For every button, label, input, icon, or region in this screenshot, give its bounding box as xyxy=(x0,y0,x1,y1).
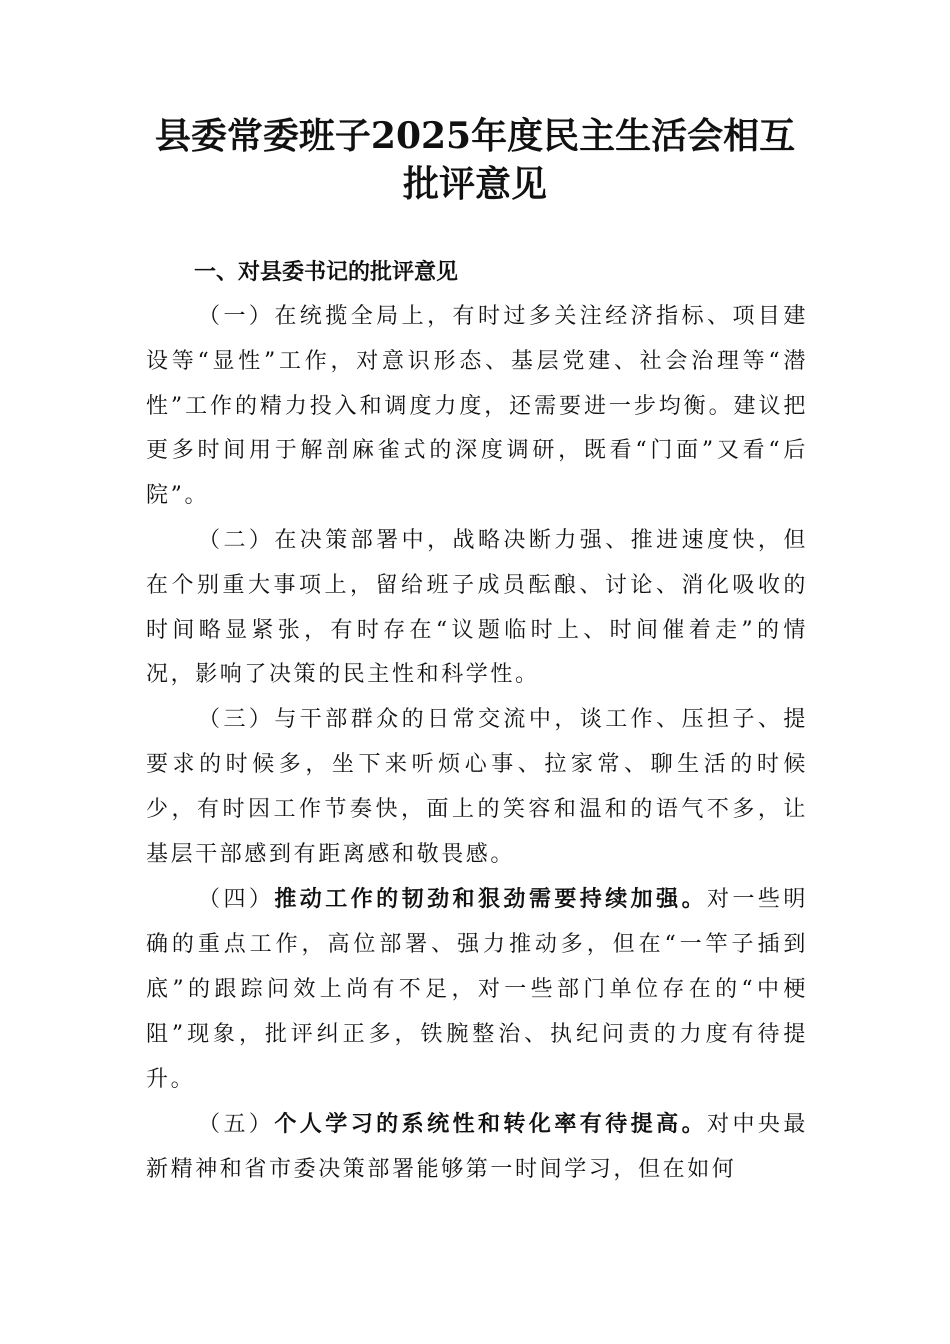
paragraph-3 xyxy=(146,698,808,877)
section-heading: 一、对县委书记的批评意见 xyxy=(194,260,459,285)
paragraph-label: （一） xyxy=(198,304,275,329)
paragraph-label: （五） xyxy=(198,1112,275,1138)
paragraph-text: 对一些明确的重点工作，高位部署、强力推动多，但在“一竿子插到底”的跟踪问效上尚有不足，对一些部门单位存在的“中梗阻”现象，批评纠正多，铁腕整治、执纪问责的力度有待提升。 xyxy=(146,887,808,1092)
paragraph-text: 在决策部署中，战略决断力强、推进速度快，但在个别重大事项上，留给班子成员酝酿、讨论、消化吸收的时间略显紧张，有时存在“议题临时上、时间催着走”的情况，影响了决策的民主性和科学性。 xyxy=(146,527,808,688)
paragraph-4 xyxy=(146,877,808,1102)
paragraph-text: 与干部群众的日常交流中，谈工作、压担子、提要求的时候多，坐下来听烦心事、拉家常、聊生活的时候少，有时因工作节奏快，面上的笑容和温和的语气不多，让基层干部感到有距离感和敬畏感。 xyxy=(146,707,808,867)
paragraph-lead: 个人学习的系统性和转化率有待提高。 xyxy=(274,1111,708,1138)
paragraph-text: 在统揽全局上，有时过多关注经济指标、项目建设等“显性”工作，对意识形态、基层党建、社会治理等“潜性”工作的精力投入和调度力度，还需要进一步均衡。建议把更多时间用于解剖麻雀式的深度调研，既看“门面”又看“后院”。 xyxy=(146,304,808,509)
paragraph-label: （四） xyxy=(198,887,275,913)
paragraph-5 xyxy=(146,1102,808,1193)
paragraph-label: （三） xyxy=(198,707,275,733)
paragraph-text: 对中央最新精神和省市委决策部署能够第一时间学习，但在如何 xyxy=(146,1112,808,1183)
paragraph-label: （二） xyxy=(198,527,275,553)
document-body xyxy=(146,250,808,1193)
document-title: 县委常委班子2025年度民主生活会相互批评意见 xyxy=(154,115,796,205)
paragraph-lead: 推动工作的韧劲和狠劲需要持续加强。 xyxy=(274,886,708,913)
paragraph-1 xyxy=(146,295,808,519)
paragraph-2 xyxy=(146,519,808,698)
